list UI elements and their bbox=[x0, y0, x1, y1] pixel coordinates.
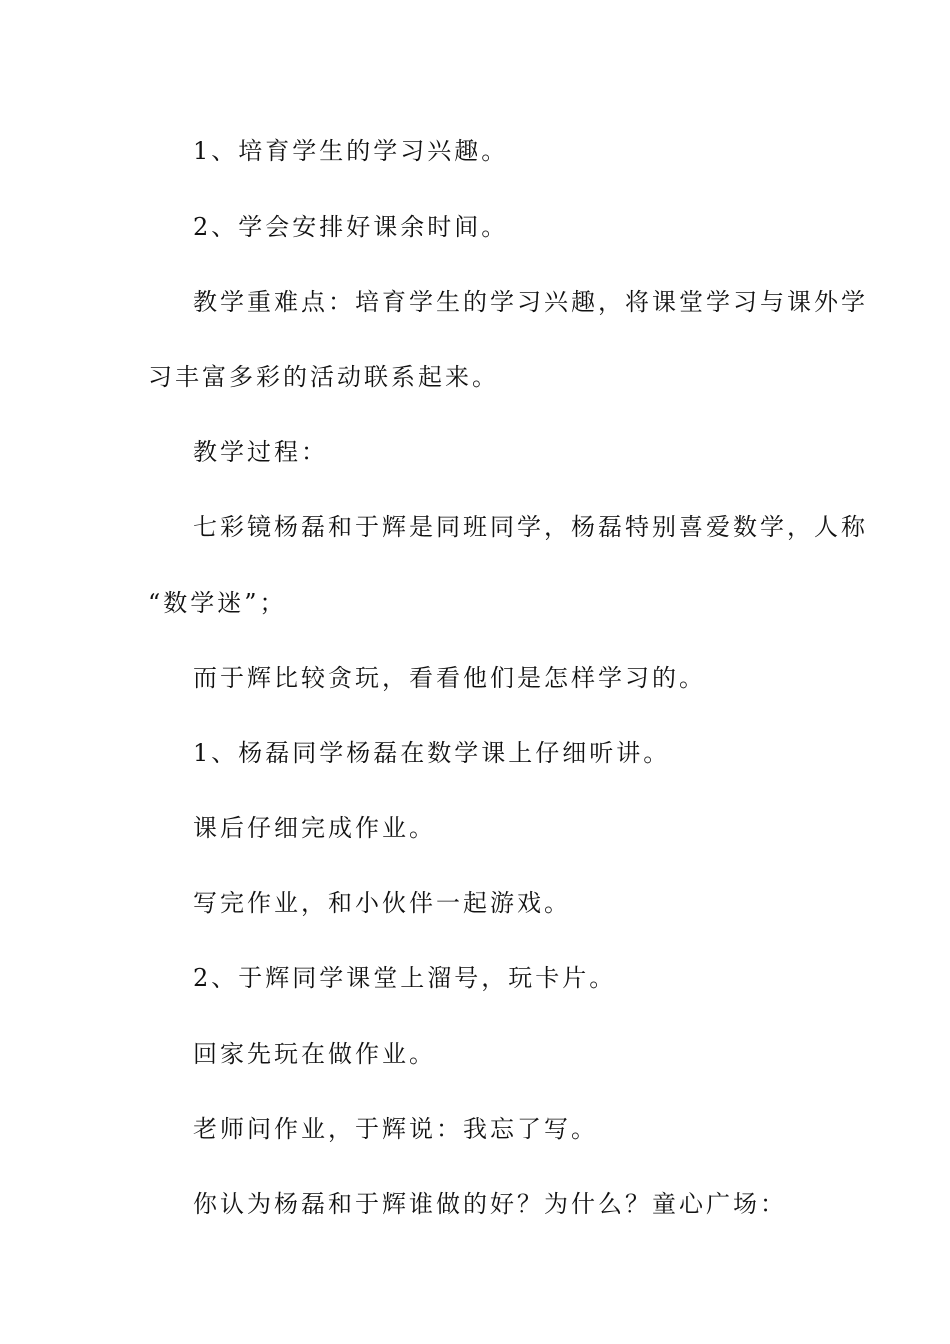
paragraph-key-points-continued: 习丰富多彩的活动联系起来。 bbox=[148, 363, 499, 391]
paragraph-yang-lei-1: 1、杨磊同学杨磊在数学课上仔细听讲。 bbox=[193, 739, 671, 767]
paragraph-yang-lei-2: 课后仔细完成作业。 bbox=[193, 814, 436, 842]
paragraph-key-points: 教学重难点：培育学生的学习兴趣，将课堂学习与课外学 bbox=[193, 288, 868, 316]
paragraph-story-intro-continued: “数学迷”； bbox=[148, 589, 287, 617]
paragraph-yu-hui-1: 2、于辉同学课堂上溜号，玩卡片。 bbox=[193, 964, 617, 992]
paragraph-story-intro: 七彩镜杨磊和于辉是同班同学，杨磊特别喜爱数学，人称 bbox=[193, 513, 868, 541]
paragraph-objective-2: 2、学会安排好课余时间。 bbox=[193, 213, 509, 241]
paragraph-objective-1: 1、培育学生的学习兴趣。 bbox=[193, 137, 509, 165]
paragraph-yang-lei-3: 写完作业，和小伙伴一起游戏。 bbox=[193, 889, 571, 917]
paragraph-yu-hui-3: 老师问作业，于辉说：我忘了写。 bbox=[193, 1115, 598, 1143]
paragraph-question: 你认为杨磊和于辉谁做的好？为什么？童心广场： bbox=[193, 1190, 787, 1218]
paragraph-yu-hui-2: 回家先玩在做作业。 bbox=[193, 1040, 436, 1068]
paragraph-story-contrast: 而于辉比较贪玩，看看他们是怎样学习的。 bbox=[193, 664, 706, 692]
heading-teaching-process: 教学过程： bbox=[193, 438, 328, 466]
